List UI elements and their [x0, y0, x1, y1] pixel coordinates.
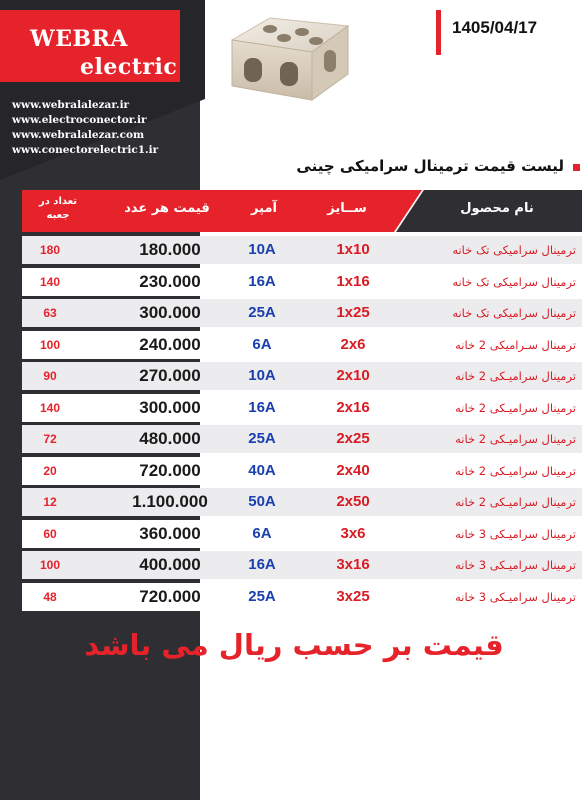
- table-row: [22, 362, 582, 390]
- cell-amp: 16A: [248, 556, 276, 574]
- cell-amp: 25A: [248, 588, 276, 606]
- cell-size: 2x25: [336, 430, 370, 448]
- table-row: [22, 551, 582, 579]
- price-currency-note: قیمت بر حسب ریال می باشد: [84, 628, 504, 662]
- table-header: [22, 190, 582, 232]
- cell-amp: 10A: [248, 241, 276, 258]
- table-row: [22, 268, 582, 296]
- cell-amp: 25A: [248, 430, 276, 448]
- cell-price: 480.000: [139, 429, 201, 449]
- cell-name: ترمینال سرامیـکی 3 خانه: [455, 526, 576, 541]
- cell-qty: 100: [39, 337, 61, 352]
- header-qty: تعداد در جعبه: [38, 196, 78, 221]
- cell-amp: 50A: [248, 493, 276, 511]
- cell-size: 1x16: [336, 272, 370, 290]
- header-name: نام محصول: [460, 201, 534, 216]
- cell-price: 300.000: [139, 397, 201, 417]
- cell-qty: 20: [43, 463, 57, 478]
- cell-size: 3x6: [340, 524, 366, 542]
- cell-size: 1x25: [336, 304, 370, 322]
- cell-qty: 140: [39, 274, 61, 289]
- website-link[interactable]: www.electroconector.ir: [12, 114, 147, 126]
- cell-price: 360.000: [139, 523, 201, 543]
- brand-line1: WEBRA: [30, 26, 128, 52]
- cell-price: 720.000: [139, 460, 201, 480]
- cell-amp: 16A: [248, 272, 276, 290]
- cell-size: 3x25: [336, 588, 370, 606]
- cell-amp: 16A: [248, 398, 276, 416]
- cell-price: 300.000: [139, 303, 201, 323]
- website-link[interactable]: www.conectorelectric1.ir: [12, 144, 159, 156]
- cell-price: 400.000: [139, 555, 201, 575]
- cell-name: ترمینال سرامیـکی 2 خانه: [455, 463, 576, 478]
- cell-name: ترمینال سرامیکی تک خانه: [452, 274, 576, 289]
- cell-qty: 48: [43, 590, 57, 605]
- cell-qty: 100: [39, 558, 61, 573]
- table-row: [22, 299, 582, 327]
- cell-name: ترمینال سرامیـکی 3 خانه: [455, 558, 576, 573]
- cell-name: ترمینال سرامیکی تک خانه: [452, 243, 576, 257]
- header-amp: آمپر: [251, 201, 277, 216]
- cell-price: 180.000: [139, 240, 201, 259]
- page-title: لیست قیمت ترمینال سرامیکی چینی: [296, 157, 564, 175]
- cell-name: ترمینال سرامیـکی 2 خانه: [455, 495, 576, 510]
- cell-size: 1x10: [336, 241, 370, 258]
- cell-size: 3x16: [336, 556, 370, 574]
- cell-amp: 25A: [248, 304, 276, 322]
- cell-qty: 60: [43, 526, 57, 541]
- cell-size: 2x16: [336, 398, 370, 416]
- cell-price: 720.000: [139, 587, 201, 607]
- cell-qty: 63: [43, 306, 57, 321]
- cell-price: 240.000: [139, 334, 201, 354]
- cell-name: ترمینال سرامیـکی 2 خانه: [455, 432, 576, 447]
- cell-qty: 90: [43, 369, 57, 384]
- cell-qty: 72: [43, 432, 57, 447]
- cell-price: 1.100.000: [132, 492, 208, 512]
- cell-size: 2x40: [336, 461, 370, 479]
- date-label: 1405/04/17: [452, 18, 538, 37]
- table-row: [22, 583, 582, 611]
- cell-size: 2x6: [340, 335, 366, 353]
- cell-amp: 6A: [252, 335, 272, 353]
- cell-amp: 10A: [248, 367, 276, 385]
- date-accent-bar: [436, 10, 441, 55]
- table-row: [22, 457, 582, 485]
- brand-logo: [0, 10, 180, 82]
- table-row: [22, 236, 582, 264]
- cell-name: ترمینال سرامیـکی 2 خانه: [455, 400, 576, 415]
- cell-amp: 6A: [252, 524, 272, 542]
- cell-qty: 140: [39, 400, 61, 415]
- ceramic-terminal-image: [226, 12, 354, 104]
- cell-name: ترمینال سـرامیکی 2 خانه: [455, 337, 576, 352]
- table-row: [22, 520, 582, 548]
- website-link[interactable]: www.webralalezar.com: [12, 129, 145, 141]
- cell-name: ترمینال سرامیـکی 2 خانه: [455, 369, 576, 384]
- websites-list: [12, 98, 202, 158]
- cell-qty: 12: [43, 495, 57, 510]
- cell-name: ترمینال سرامیـکی 3 خانه: [455, 590, 576, 605]
- cell-price: 230.000: [139, 271, 201, 291]
- table-row: [22, 331, 582, 359]
- table-row: [22, 425, 582, 453]
- title-bullet-icon: [573, 164, 580, 171]
- table-row: [22, 394, 582, 422]
- cell-name: ترمینال سرامیکی تک خانه: [452, 306, 576, 321]
- cell-price: 270.000: [139, 366, 201, 386]
- cell-size: 2x10: [336, 367, 370, 385]
- header-size: ســایز: [327, 201, 367, 216]
- price-table: [22, 236, 582, 615]
- brand-line2: electric: [80, 54, 178, 80]
- cell-qty: 180: [39, 243, 61, 257]
- header-price: قیمت هر عدد: [124, 201, 210, 216]
- website-link[interactable]: www.webralalezar.ir: [12, 99, 130, 111]
- cell-amp: 40A: [248, 461, 276, 479]
- table-row: [22, 488, 582, 516]
- cell-size: 2x50: [336, 493, 370, 511]
